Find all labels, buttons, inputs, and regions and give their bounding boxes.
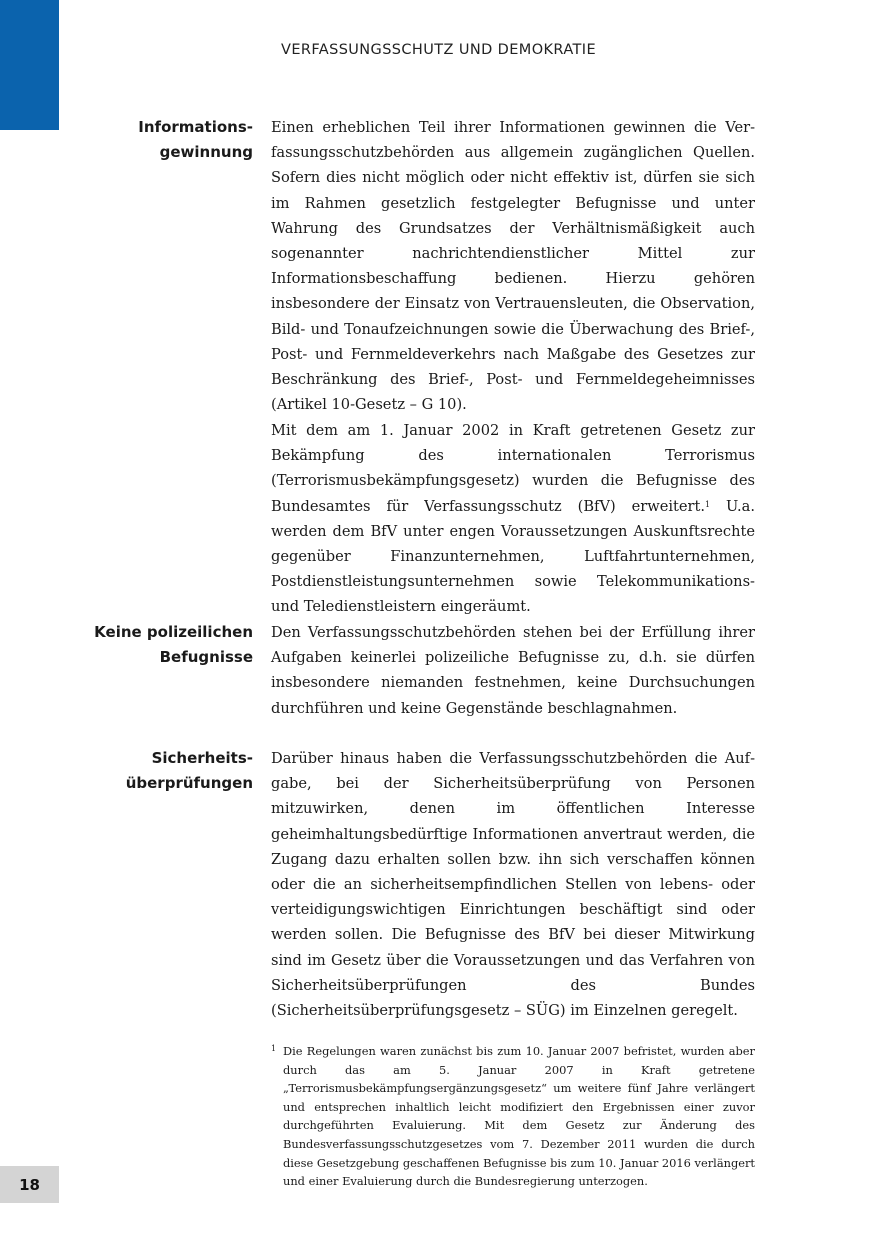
paragraph-informationsgewinnung-2: Mit dem am 1. Januar 2002 in Kraft getretenen Gesetz zur Bekämpfung des internationalen Terrorismus (Terrorismusbekämpfungsgesetz) wurden die Befugnisse des Bundesamtes für Verfassungsschutz (BfV) erweitert.$^1$ U.a. werden dem BfV unter engen Voraussetzungen Auskunftsrechte gegenüber Finanzunternehmen, Luftfahrtunternehmen, Postdienstleistungsunternehmen sowie Telekommunikations- und Teledienstleistern eingeräumt. <box>271 422 755 616</box>
footnote-reference[interactable]: 1 <box>705 499 711 509</box>
side-label-sicherheitsueberpruefungen: Sicherheits- überprüfungen <box>125 749 253 793</box>
paragraph-informationsgewinnung-1: Einen erheblichen Teil ihrer Informationen gewinnen die Verfassungsschutzbehörden aus allgemein zugänglichen Quellen. Sofern dies nicht möglich oder nicht effektiv ist, dürfen sie sich im Rahmen gesetzlich festgelegter Befugnisse und unter Wahrung des Grundsatzes der Verhältnismäßigkeit auch sogenannter nachrichtendienstlicher Mittel zur Informationsbeschaffung bedienen. Hierzu gehören insbesondere der Einsatz von Vertrauensleuten, die Observation, Bild- und Tonaufzeichnungen sowie die Überwachung des Brief-, Post- und Fernmeldeverkehrs nach Maßgabe des Gesetzes zur Beschränkung des Brief-, Post- und Fernmeldegeheimnisses (Artikel 10-Gesetz – G 10). <box>271 119 755 414</box>
footnote-text: Die Regelungen waren zunächst bis zum 10. Januar 2007 befristet, wurden aber durch das am 5. Januar 2007 in Kraft getretene „Terrorismusbekämpfungsergänzungsgesetz“ um weitere fünf Jahre verlängert und entsprechen inhaltlich leicht modifiziert den Ergebnissen einer zuvor durchgeführten Evaluierung. Mit dem Gesetz zur Änderung des Bundesverfassungsschutzgesetzes vom 7. Dezember 2011 wurden die durch diese Gesetzgebung geschaffenen Befugnisse bis zum 10. Januar 2016 verlängert und einer Evaluierung durch die Bundesregierung unterzogen. <box>283 1044 755 1189</box>
side-label-informationsgewinnung: Informations- gewinnung <box>138 118 253 162</box>
footnote <box>271 1042 755 1191</box>
footnote-mark: 1 <box>271 1044 277 1053</box>
paragraph-sicherheitsueberpruefungen: Darüber hinaus haben die Verfassungsschutzbehörden die Aufgabe, bei der Sicherheitsüberprüfung von Personen mitzuwirken, denen im öffentlichen Interesse geheimhaltungsbedürftige Informationen anvertraut werden, die Zugang dazu erhalten sollen bzw. ihn sich verschaffen können oder die an sicherheitsempfindlichen Stellen von lebens- oder verteidigungswichtigen Einrichtungen beschäftigt sind oder werden sollen. Die Befugnisse des BfV bei dieser Mitwirkung sind im Gesetz über die Voraussetzungen und das Verfahren von Sicherheitsüberprüfungen des Bundes (Sicherheitsüberprüfungsgesetz – SÜG) im Einzelnen geregelt. <box>271 750 755 1020</box>
page-number: 18 <box>0 1166 59 1203</box>
paragraph-polizeiliche-befugnisse: Den Verfassungsschutzbehörden stehen bei der Erfüllung ihrer Aufgaben keinerlei polizeiliche Befugnisse zu, d.h. sie dürfen insbesondere niemanden festnehmen, keine Durchsuchungen durchführen und keine Gegenstände beschlagnahmen. <box>271 624 755 717</box>
running-header: VERFASSUNGSSCHUTZ UND DEMOKRATIE <box>281 42 597 58</box>
side-label-keine-polizeilichen-befugnisse: Keine polizeilichen Befugnisse <box>94 623 253 667</box>
blue-accent-bar <box>0 0 59 130</box>
